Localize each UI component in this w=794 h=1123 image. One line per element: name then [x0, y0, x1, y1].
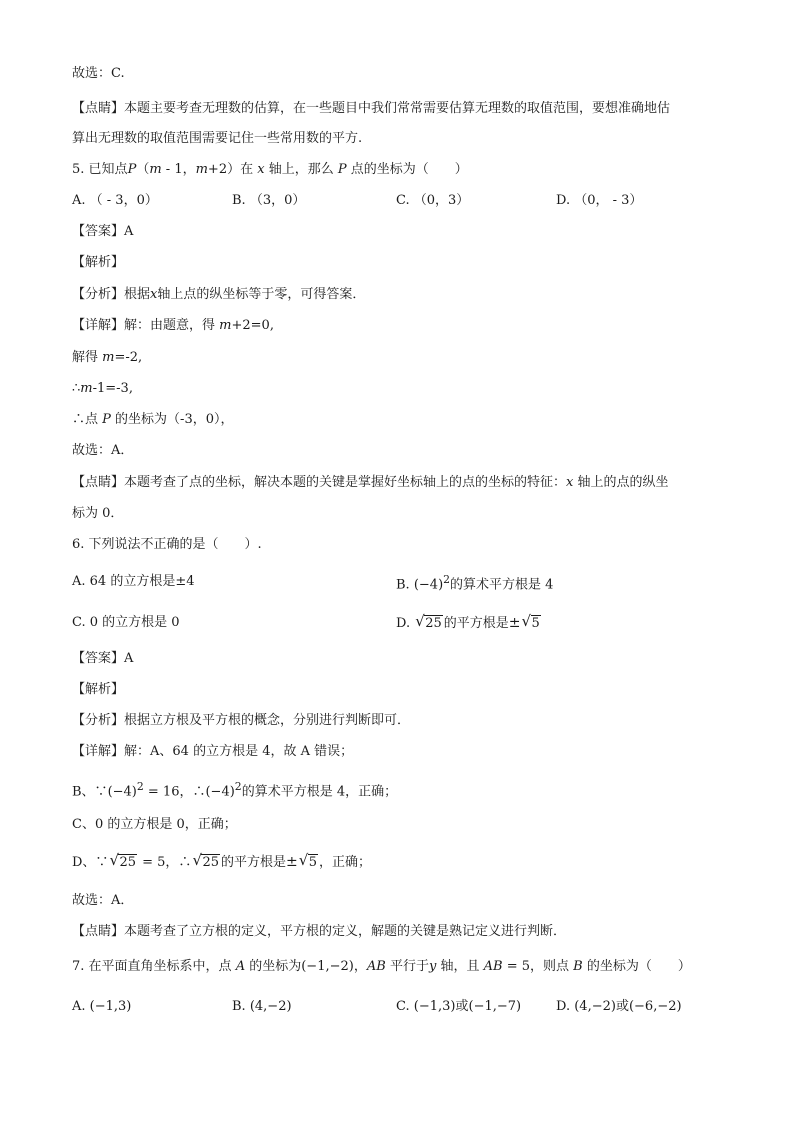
q5-step-1: 解得 m=-2,: [72, 350, 143, 365]
note-q4-line2: 算出无理数的取值范围需要记住一些常用数的平方.: [72, 131, 363, 146]
question-6-stem: 6. 下列说法不正确的是（ ）.: [72, 537, 262, 552]
q7-option-d: D. (4,−2)或(−6,−2): [556, 999, 682, 1014]
q5-note-line1: 【点睛】本题考查了点的坐标，解决本题的关键是掌握好坐标轴上的点的坐标的特征：x 轴上的点的纵坐: [72, 475, 669, 490]
q6-answer: 【答案】A: [72, 651, 134, 666]
q6-note: 【点睛】本题考查了立方根的定义，平方根的定义，解题的关键是熟记定义进行判断．: [72, 924, 567, 939]
q6-step-c: C、0 的立方根是 0，正确；: [72, 817, 237, 832]
q5-analysis-tag: 【解析】: [72, 255, 125, 270]
q5-option-d: D. （0， - 3）: [556, 193, 643, 208]
q7-option-a: A. (−1,3): [72, 999, 132, 1014]
q6-option-c: C. 0 的立方根是 0: [72, 615, 180, 630]
q7-option-c: C. (−1,3)或(−1,−7): [396, 999, 522, 1014]
q6-option-b: B. $(-4)^2$的算术平方根是 4: [396, 573, 554, 593]
q5-choice: 故选：A．: [72, 443, 134, 458]
sqrt-symbol: √ 25: [415, 612, 442, 631]
q6-step-d: D、∵ √ 25 = 5，∴ √ 25 的平方根是± √ 5 ，正确；: [72, 852, 371, 873]
q5-note-line2: 标为 0．: [72, 506, 124, 521]
sqrt-symbol: √ 5: [521, 612, 540, 631]
q5-xiangjie: 【详解】解：由题意，得 m+2=0,: [72, 318, 274, 333]
q6-step-b: B、$\because(-4)^2 = 16$，$\therefore(-4)^2$的算术平方根是 4，正确；: [72, 780, 398, 800]
q5-step-2: ∴m-1=-3,: [72, 381, 133, 396]
q6-analysis-tag: 【解析】: [72, 682, 125, 697]
question-5-stem: 5. 已知点P（m - 1，m+2）在 x 轴上，那么 P 点的坐标为（ ）: [72, 162, 468, 177]
note-q4-line1: 【点睛】本题主要考查无理数的估算，在一些题目中我们常常需要估算无理数的取值范围，要想准确地估: [72, 101, 671, 116]
q6-option-a: A. 64 的立方根是±4: [72, 574, 195, 589]
question-7-stem: 7. 在平面直角坐标系中，点 A 的坐标为(−1,−2)，AB 平行于y 轴，且 AB = 5，则点 B 的坐标为（ ）: [72, 959, 691, 974]
q5-option-b: B. （3，0）: [232, 193, 306, 208]
q5-answer: 【答案】A: [72, 224, 134, 239]
section-tag-dianjing: 【点睛】: [72, 101, 125, 116]
q5-option-a: A. （ - 3，0）: [72, 193, 158, 208]
q5-option-c: C. （0，3）: [396, 193, 470, 208]
choice-line-q4: 故选：C.: [72, 66, 125, 81]
q7-option-b: B. (4,−2): [232, 999, 292, 1014]
q5-step-3: ∴点 P 的坐标为（-3，0），: [72, 412, 234, 427]
q6-xiangjie: 【详解】解：A、64 的立方根是 4，故 A 错误；: [72, 744, 354, 759]
q5-fenxi: 【分析】根据x轴上点的纵坐标等于零，可得答案．: [72, 287, 366, 302]
sqrt-symbol: √ 5: [298, 851, 318, 870]
q6-choice: 故选：A．: [72, 893, 134, 908]
q6-fenxi: 【分析】根据立方根及平方根的概念，分别进行判断即可．: [72, 713, 411, 728]
sqrt-symbol: √ 25: [192, 851, 219, 870]
q6-option-d: D. √ 25 的平方根是± √ 5: [396, 613, 542, 634]
sqrt-symbol: √ 25: [109, 851, 136, 870]
